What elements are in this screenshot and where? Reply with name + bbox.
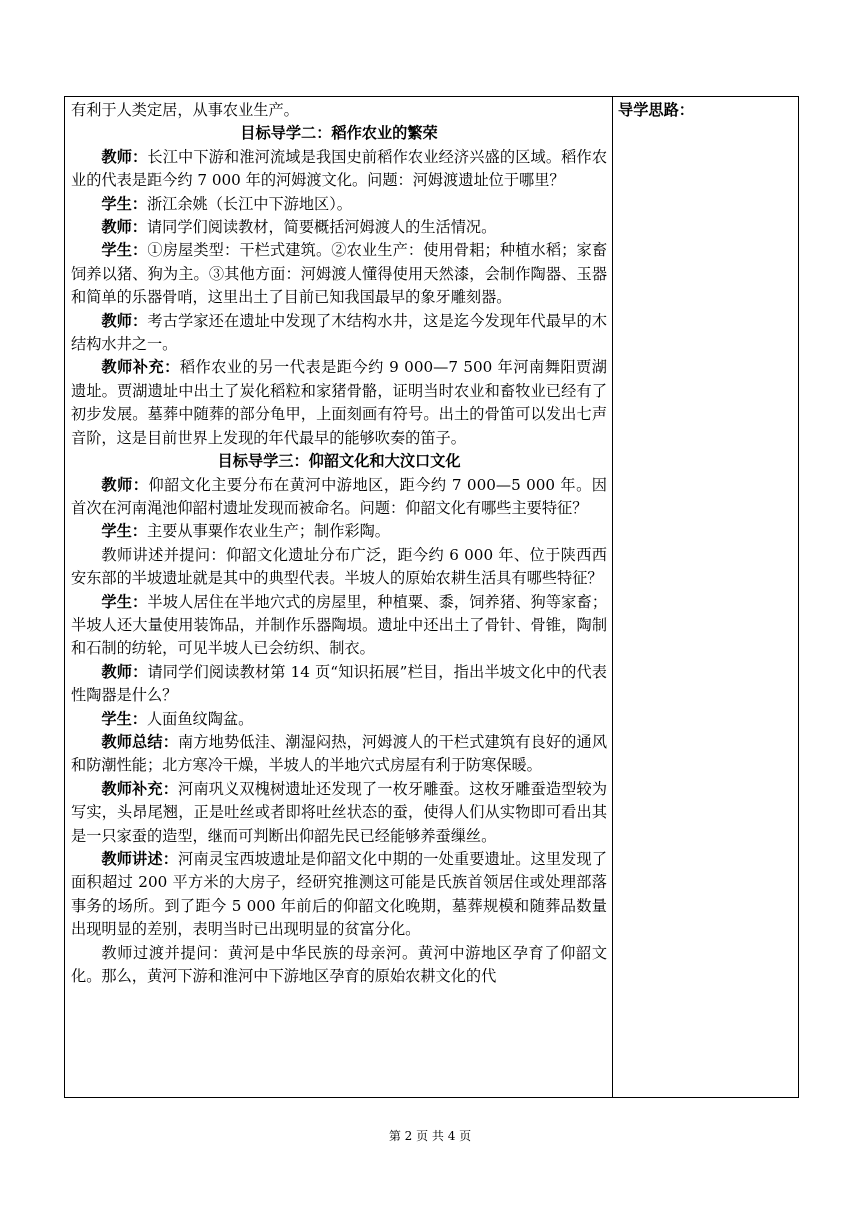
- content-paragraph: 教师讲述并提问：仰韶文化遗址分布广泛，距今约 6 000 年、位于陕西西安东部的半坡遗址就是其中的典型代表。半坡人的原始农耕生活具有哪些特征？: [71, 545, 607, 588]
- section-heading: 目标导学三：仰韶文化和大汶口文化: [217, 452, 461, 471]
- speaker-label: 教师：: [101, 475, 149, 494]
- paragraph-text: 考古学家还在遗址中发现了木结构水井，这是迄今发现年代最早的木结构水井之一。: [71, 311, 608, 354]
- speaker-label: 教师补充：: [101, 358, 180, 377]
- speaker-label: 学生：: [101, 194, 147, 213]
- speaker-label: 学生：: [101, 592, 148, 611]
- speaker-label: 教师讲述：: [101, 850, 179, 868]
- speaker-label: 学生：: [101, 522, 147, 541]
- content-paragraph: [71, 474, 607, 521]
- speaker-label: 教师补充：: [101, 779, 179, 798]
- content-paragraph: [71, 216, 607, 239]
- paragraph-text: 请同学们阅读教材第 14 页“知识拓展”栏目，指出半坡文化中的代表性陶器是什么？: [71, 662, 607, 705]
- speaker-label: 教师：: [101, 311, 148, 330]
- speaker-label: 教师：: [101, 662, 148, 681]
- guide-notes-label: 导学思路：: [618, 101, 694, 119]
- content-paragraph: [71, 848, 607, 942]
- speaker-label: 教师：: [101, 218, 147, 237]
- paragraph-text: 人面鱼纹陶盆。: [146, 709, 254, 728]
- paragraph-text: 长江中下游和淮河流域是我国史前稻作农业经济兴盛的区域。稻作农业的代表是距今约 7 000 年的河姆渡文化。问题：河姆渡遗址位于哪里？: [71, 147, 608, 190]
- lesson-content: [65, 97, 612, 988]
- content-paragraph: [71, 708, 607, 731]
- content-paragraph: [71, 146, 607, 193]
- speaker-label: 学生：: [101, 709, 147, 728]
- paragraph-text: 河南巩义双槐树遗址还发现了一枚牙雕蚕。这枚牙雕蚕造型较为写实，头昂尾翘，正是吐丝或者即将吐丝状态的蚕，使得人们从实物即可看出其是一只家蚕的造型，继而可判断出仰韶先民已经能够养蚕缫丝。: [71, 779, 608, 845]
- speaker-label: 学生：: [101, 241, 148, 260]
- column-divider: [612, 97, 613, 1097]
- speaker-label: 教师总结：: [101, 732, 179, 751]
- guide-notes-column: [618, 99, 793, 122]
- content-paragraph: [71, 356, 607, 450]
- content-paragraph: [71, 661, 607, 708]
- paragraph-text: 仰韶文化主要分布在黄河中游地区，距今约 7 000—5 000 年。因首次在河南渑池仰韶村遗址发现而被命名。问题：仰韶文化有哪些主要特征？: [71, 475, 607, 517]
- content-paragraph: [71, 778, 607, 848]
- paragraph-text: ①房屋类型：干栏式建筑。②农业生产：使用骨耜；种植水稻；家畜饲养以猪、狗为主。③其他方面：河姆渡人懂得使用天然漆，会制作陶器、玉器和简单的乐器骨哨，这里出土了目前已知我国最早的象牙雕刻器。: [71, 241, 608, 307]
- content-paragraph: [71, 193, 607, 216]
- paragraph-text: 河南灵宝西坡遗址是仰韶文化中期的一处重要遗址。这里发现了面积超过 200 平方米的大房子，经研究推测这可能是氏族首领居住或处理部落事务的场所。到了距今 5 000 年前后的仰韶文化晚期，墓葬规模和随葬品数量出现明显的差别，表明当时已出现明显的贫富分化。: [71, 850, 608, 939]
- content-paragraph: [71, 310, 607, 357]
- paragraph-text: 浙江余姚（长江中下游地区）。: [146, 194, 352, 213]
- paragraph-text: 稻作农业的另一代表是距今约 9 000—7 500 年河南舞阳贾湖遗址。贾湖遗址中出土了炭化稻粒和家猪骨骼，证明当时农业和畜牧业已经有了初步发展。墓葬中随葬的部分龟甲，上面刻画有符号。出土的骨笛可以发出七声音阶，这是目前世界上发现的年代最早的能够吹奏的笛子。: [71, 358, 607, 447]
- page-footer: 第 2 页 共 4 页: [388, 1129, 472, 1143]
- content-paragraph: [71, 731, 607, 778]
- lesson-table: [64, 96, 799, 1098]
- speaker-label: 教师：: [101, 147, 148, 166]
- paragraph-text: 半坡人居住在半地穴式的房屋里，种植粟、黍，饲养猪、狗等家畜；半坡人还大量使用装饰品，并制作乐器陶埙。遗址中还出土了骨针、骨锥，陶制和石制的纺轮，可见半坡人已会纺织、制衣。: [71, 592, 608, 658]
- section-heading: 目标导学二：稻作农业的繁荣: [240, 124, 438, 143]
- content-paragraph: 教师过渡并提问：黄河是中华民族的母亲河。黄河中游地区孕育了仰韶文化。那么，黄河下游和淮河中下游地区孕育的原始农耕文化的代: [71, 943, 607, 986]
- paragraph-text: 请同学们阅读教材，简要概括河姆渡人的生活情况。: [146, 218, 497, 237]
- paragraph-text: 主要从事粟作农业生产；制作彩陶。: [146, 522, 390, 541]
- content-paragraph: [71, 591, 607, 661]
- paragraph-text: 南方地势低洼、潮湿闷热，河姆渡人的干栏式建筑有良好的通风和防潮性能；北方寒冷干燥，半坡人的半地穴式房屋有利于防寒保暖。: [71, 732, 608, 775]
- content-paragraph: 有利于人类定居，从事农业生产。: [71, 101, 299, 119]
- content-paragraph: [71, 239, 607, 309]
- content-paragraph: [71, 520, 607, 543]
